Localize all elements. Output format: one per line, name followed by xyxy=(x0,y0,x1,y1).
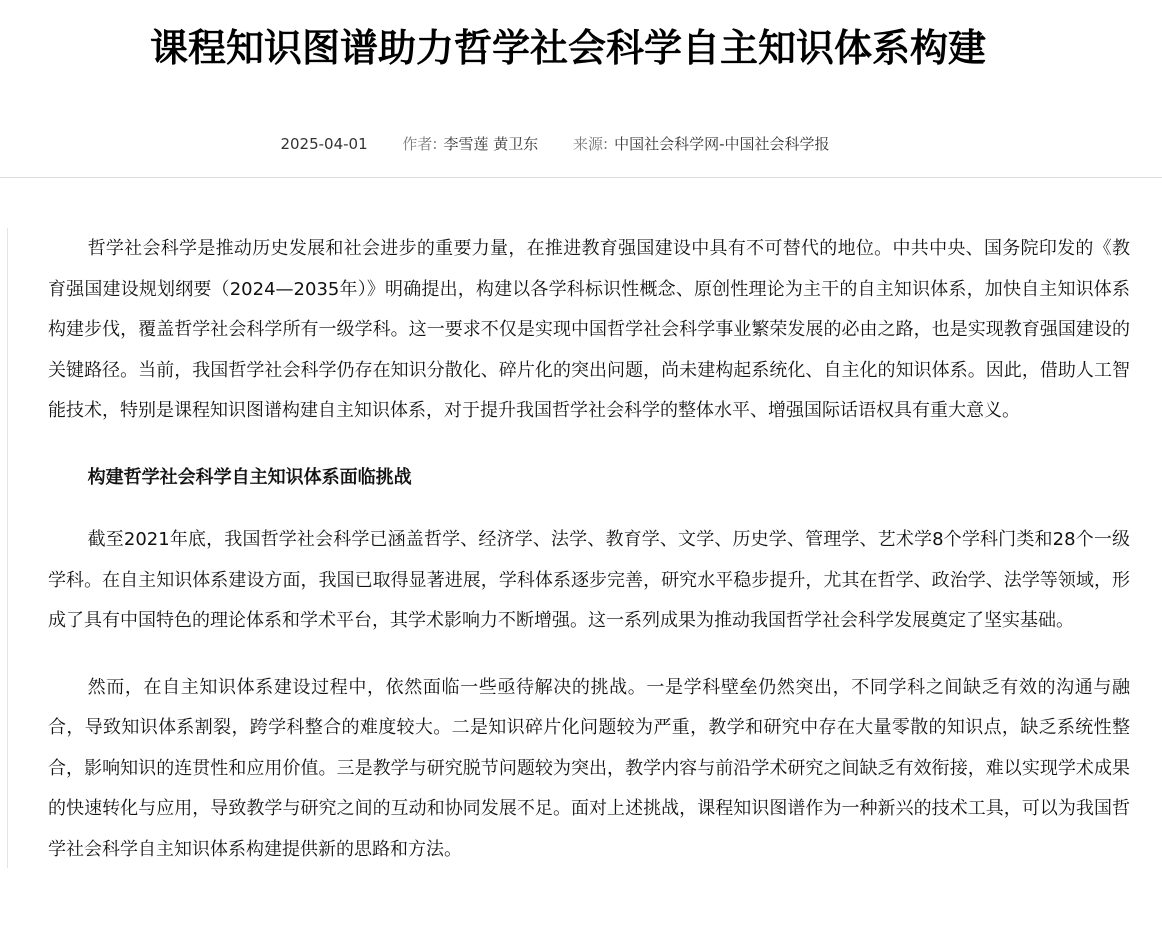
source-name: 中国社会科学网-中国社会科学报 xyxy=(614,135,830,153)
source-info xyxy=(573,132,829,156)
article-header xyxy=(0,0,1162,178)
paragraph-progress: 截至2021年底，我国哲学社会科学已涵盖哲学、经济学、法学、教育学、文学、历史学、管理学、艺术学8个学科门类和28个一级学科。在自主知识体系建设方面，我国已取得显著进展，学科体系逐步完善，研究水平稳步提升，尤其在哲学、政治学、法学等领域，形成了具有中国特色的理论体系和学术平台，其学术影响力不断增强。这一系列成果为推动我国哲学社会科学发展奠定了坚实基础。 xyxy=(48,529,1130,631)
source-label: 来源: xyxy=(573,135,609,153)
article-meta xyxy=(0,132,1110,156)
author-info xyxy=(402,132,538,156)
author-names: 李雪莲 黄卫东 xyxy=(443,135,539,153)
section-heading: 构建哲学社会科学自主知识体系面临挑战 xyxy=(87,466,412,488)
publish-date: 2025-04-01 xyxy=(280,135,368,153)
article-title: 课程知识图谱助力哲学社会科学自主知识体系构建 xyxy=(149,26,986,70)
paragraph-intro: 哲学社会科学是推动历史发展和社会进步的重要力量，在推进教育强国建设中具有不可替代的地位。中共中央、国务院印发的《教育强国建设规划纲要（2024—2035年）》明确提出，构建以各学科标识性概念、原创性理论为主干的自主知识体系，加快自主知识体系构建步伐，覆盖哲学社会科学所有一级学科。这一要求不仅是实现中国哲学社会科学事业繁荣发展的必由之路，也是实现教育强国建设的关键路径。当前，我国哲学社会科学仍存在知识分散化、碎片化的突出问题，尚未建构起系统化、自主化的知识体系。因此，借助人工智能技术，特别是课程知识图谱构建自主知识体系，对于提升我国哲学社会科学的整体水平、增强国际话语权具有重大意义。 xyxy=(48,238,1130,421)
article-body xyxy=(48,229,1130,896)
left-border-line xyxy=(7,228,8,868)
paragraph-challenges: 然而，在自主知识体系建设过程中，依然面临一些亟待解决的挑战。一是学科壁垒仍然突出，不同学科之间缺乏有效的沟通与融合，导致知识体系割裂，跨学科整合的难度较大。二是知识碎片化问题较为严重，教学和研究中存在大量零散的知识点，缺乏系统性整合，影响知识的连贯性和应用价值。三是教学与研究脱节问题较为突出，教学内容与前沿学术研究之间缺乏有效衔接，难以实现学术成果的快速转化与应用，导致教学与研究之间的互动和协同发展不足。面对上述挑战，课程知识图谱作为一种新兴的技术工具，可以为我国哲学社会科学自主知识体系构建提供新的思路和方法。 xyxy=(48,676,1130,860)
author-label: 作者: xyxy=(402,135,438,153)
